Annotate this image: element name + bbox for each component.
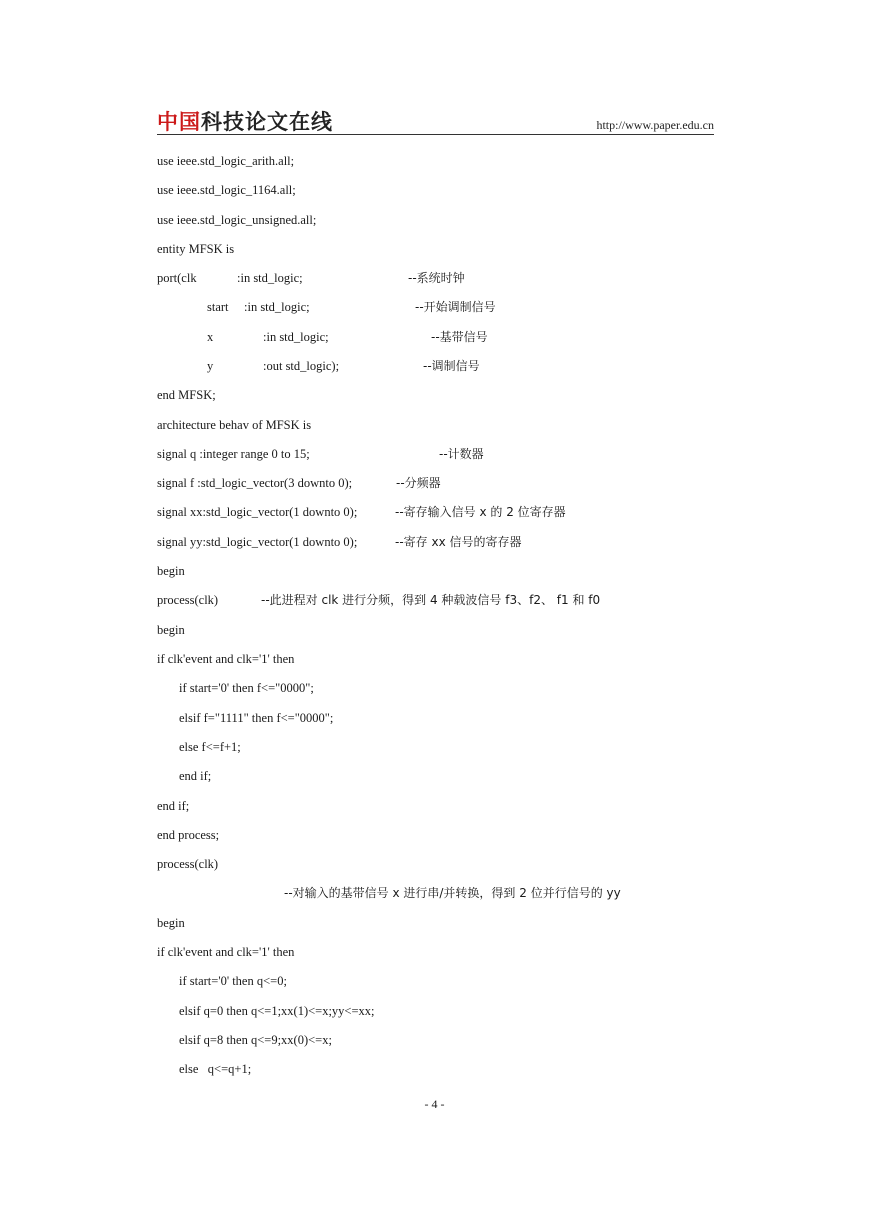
code-comment: --寄存输入信号 x 的 2 位寄存器 [395, 505, 566, 519]
code-line-part: port(clk [157, 271, 197, 285]
code-comment: --分频器 [396, 476, 441, 490]
code-line-part: :in std_logic; [237, 271, 303, 285]
code-line-part: :in std_logic; [263, 330, 329, 344]
code-comment: --计数器 [439, 447, 484, 461]
code-comment: --对输入的基带信号 x 进行串/并转换，得到 2 位并行信号的 yy [284, 886, 621, 900]
code-line: end MFSK; [157, 388, 216, 402]
code-line: entity MFSK is [157, 242, 235, 256]
code-line-part: signal f :std_logic_vector(3 downto 0); [157, 476, 353, 490]
code-line: if clk'event and clk='1' then [157, 652, 295, 666]
code-line-part: signal yy:std_logic_vector(1 downto 0); [157, 535, 358, 549]
code-line-part: process(clk) [157, 593, 219, 607]
code-line: end process; [157, 828, 220, 842]
code-line: elsif q=0 then q<=1;xx(1)<=x;yy<=xx; [179, 1004, 375, 1018]
code-line: use ieee.std_logic_1164.all; [157, 183, 296, 197]
code-line-part: start [207, 300, 229, 314]
page-number: - 4 - [424, 1097, 445, 1111]
logo-red-text: 中国 [157, 110, 201, 134]
code-line-part: :out std_logic); [263, 359, 340, 373]
code-comment: --此进程对 clk 进行分频，得到 4 种载波信号 f3、f2、 f1 和 f0 [261, 593, 601, 607]
code-comment: --寄存 xx 信号的寄存器 [395, 535, 522, 549]
code-line-part: x [207, 330, 214, 344]
code-line: process(clk) [157, 857, 219, 871]
code-line: else q<=q+1; [179, 1062, 252, 1076]
code-line-part: signal q :integer range 0 to 15; [157, 447, 310, 461]
code-line: use ieee.std_logic_arith.all; [157, 154, 295, 168]
code-comment: --调制信号 [423, 359, 480, 373]
code-line: begin [157, 623, 185, 637]
code-comment: --系统时钟 [408, 271, 465, 285]
code-line: begin [157, 916, 185, 930]
code-line: end if; [179, 769, 212, 783]
logo-black-text: 科技论文在线 [201, 110, 333, 134]
code-line: else f<=f+1; [179, 740, 241, 754]
code-line: if clk'event and clk='1' then [157, 945, 295, 959]
code-line: end if; [157, 799, 190, 813]
code-line-part: signal xx:std_logic_vector(1 downto 0); [157, 505, 358, 519]
code-line: if start='0' then q<=0; [179, 974, 287, 988]
code-line-part: y [207, 359, 214, 373]
code-comment: --开始调制信号 [415, 300, 496, 314]
header-url: http://www.paper.edu.cn [596, 118, 714, 132]
code-line: architecture behav of MFSK is [157, 418, 312, 432]
code-line: use ieee.std_logic_unsigned.all; [157, 213, 317, 227]
code-line: elsif f="1111" then f<="0000"; [179, 711, 334, 725]
code-line: if start='0' then f<="0000"; [179, 681, 314, 695]
code-line: elsif q=8 then q<=9;xx(0)<=x; [179, 1033, 332, 1047]
code-comment: --基带信号 [431, 330, 488, 344]
code-line-part: :in std_logic; [244, 300, 310, 314]
code-line: begin [157, 564, 185, 578]
